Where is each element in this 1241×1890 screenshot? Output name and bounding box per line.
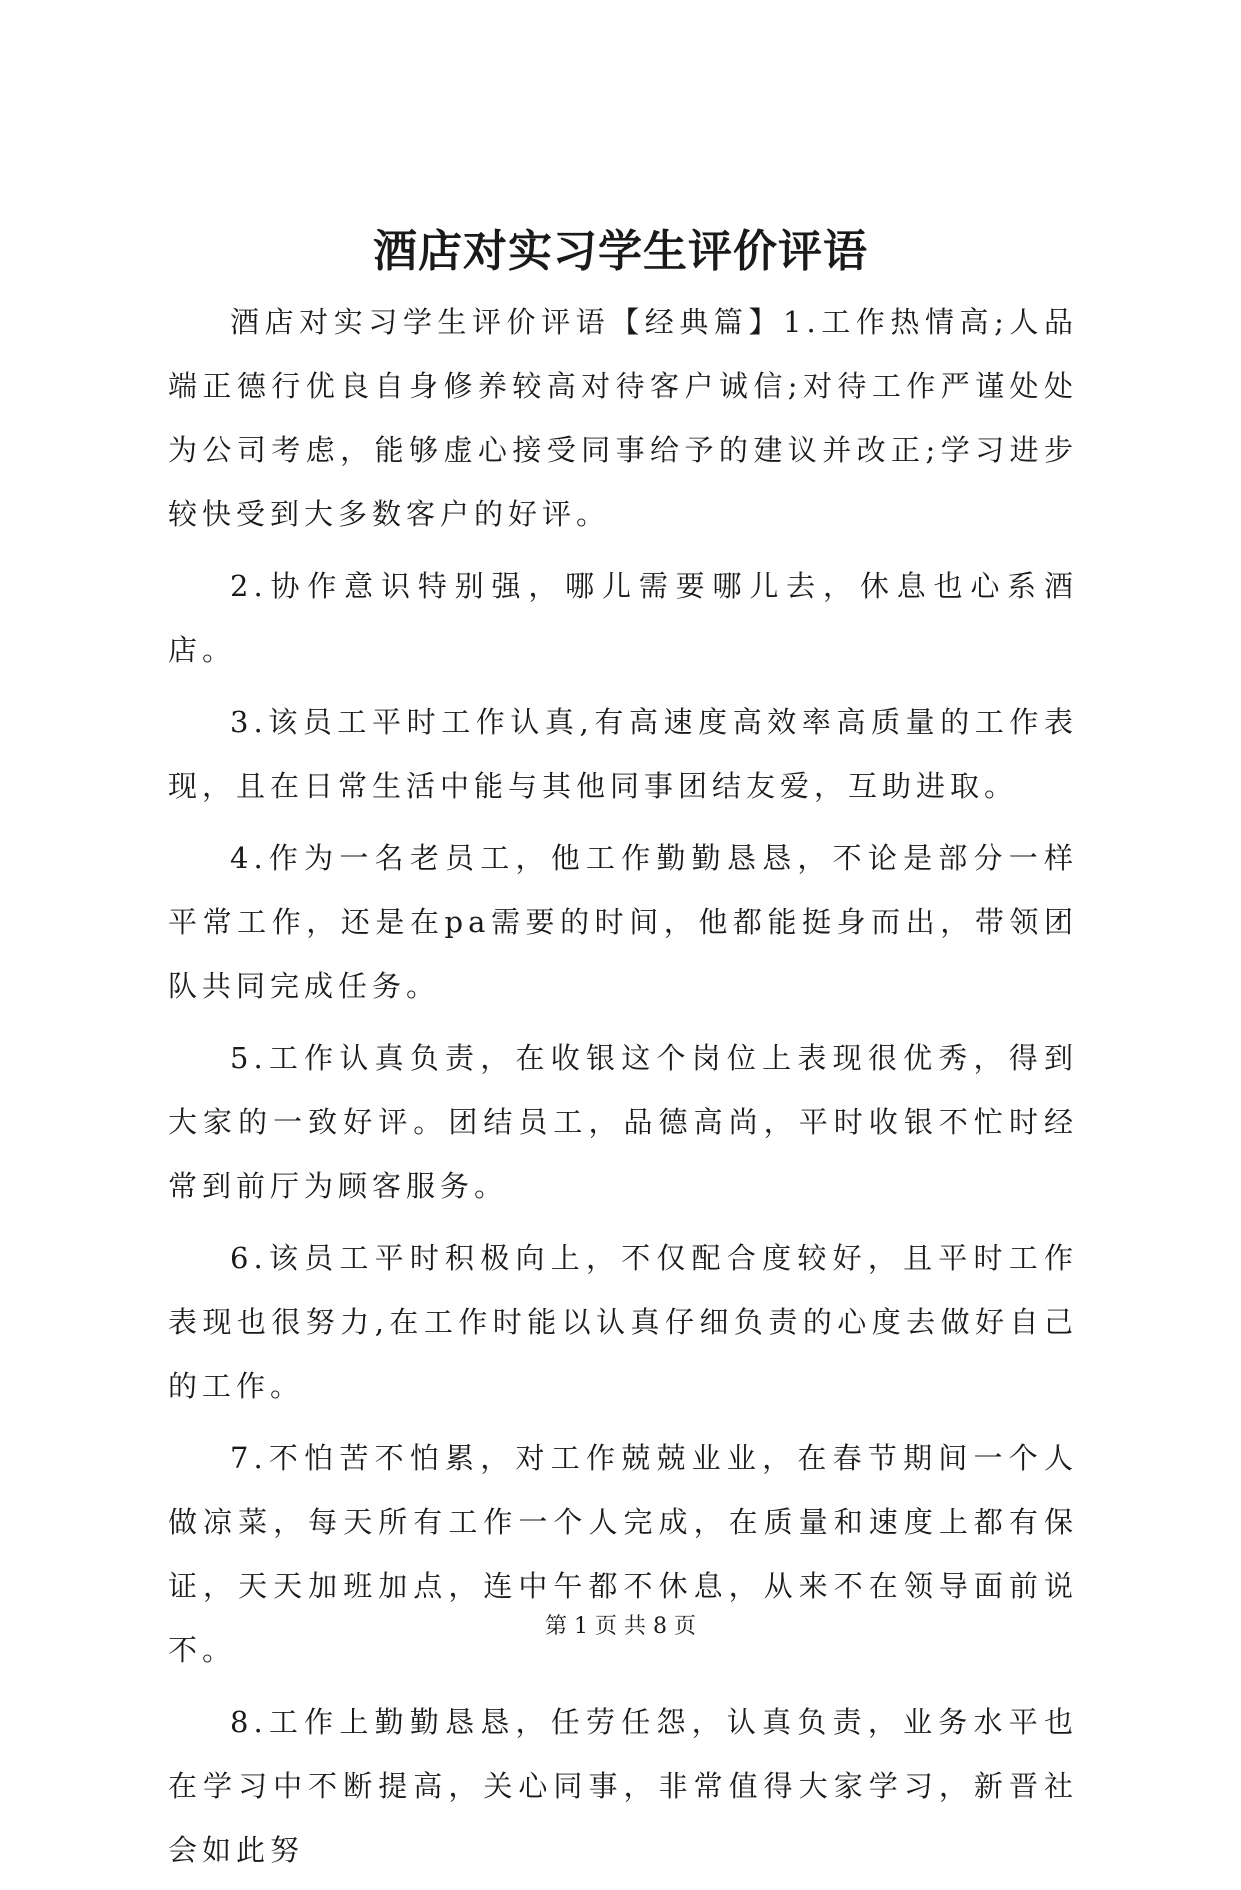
paragraph-3: 3.该员工平时工作认真,有高速度高效率高质量的工作表现，且在日常生活中能与其他同事团结友爱，互助进取。 xyxy=(168,705,1078,803)
paragraph-8: 8.工作上勤勤恳恳，任劳任怨，认真负责，业务水平也在学习中不断提高，关心同事，非常值得大家学习，新晋社会如此努 xyxy=(168,1705,1078,1867)
document-body xyxy=(168,290,1078,1890)
paragraph-2: 2.协作意识特别强，哪儿需要哪儿去，休息也心系酒店。 xyxy=(168,569,1078,667)
paragraph-4: 4.作为一名老员工，他工作勤勤恳恳，不论是部分一样平常工作，还是在pa需要的时间，他都能挺身而出，带领团队共同完成任务。 xyxy=(168,841,1078,1003)
paragraph-6: 6.该员工平时积极向上，不仅配合度较好，且平时工作表现也很努力,在工作时能以认真仔细负责的心度去做好自己的工作。 xyxy=(168,1241,1078,1403)
document-title: 酒店对实习学生评价评语 xyxy=(373,226,868,277)
paragraph-1: 酒店对实习学生评价评语【经典篇】1.工作热情高;人品端正德行优良自身修养较高对待客户诚信;对待工作严谨处处为公司考虑，能够虚心接受同事给予的建议并改正;学习进步较快受到大多数客户的好评。 xyxy=(168,305,1078,531)
paragraph-5: 5.工作认真负责，在收银这个岗位上表现很优秀，得到大家的一致好评。团结员工，品德高尚，平时收银不忙时经常到前厅为顾客服务。 xyxy=(168,1041,1078,1203)
paragraph-7: 7.不怕苦不怕累，对工作兢兢业业，在春节期间一个人做凉菜，每天所有工作一个人完成，在质量和速度上都有保证，天天加班加点，连中午都不休息，从来不在领导面前说不。 xyxy=(168,1441,1078,1667)
page-footer: 第 1 页 共 8 页 xyxy=(545,1614,696,1639)
